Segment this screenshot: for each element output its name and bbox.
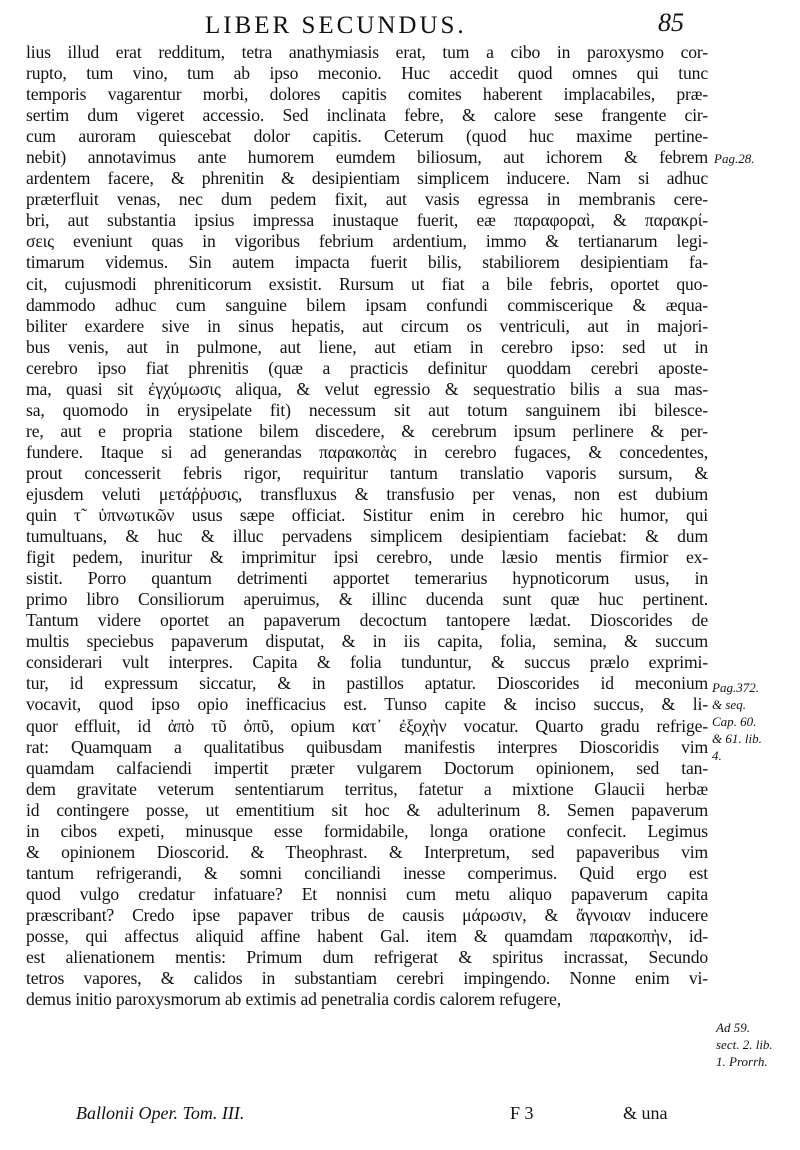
signature-mark: F 3 (510, 1103, 534, 1123)
text-line: id contingere posse, ut ementitium sit hoc & adulterinum 8. Semen papaverum (26, 799, 708, 820)
margin-note-line: Pag.372. (712, 680, 759, 695)
text-line: ejusdem veluti μετάῤῥυσις, transfluxus & transfusio per venas, non est dubium (26, 483, 708, 504)
text-line: & opinionem Dioscorid. & Theophrast. & Interpretum, sed papaveribus vim (26, 841, 708, 862)
text-line: dammodo adhuc cum sanguine bilem ipsam confundi commiscerique & æqua- (26, 294, 708, 315)
text-line: rat: Quamquam a qualitatibus quibusdam manifestis interpres Dioscoridis vim (26, 736, 708, 757)
margin-note-pag28: Pag.28. (714, 151, 755, 166)
text-line: est alienationem mentis: Primum dum refrigerat & spiritus incrassat, Secundo (26, 947, 708, 968)
text-line: multis speciebus papaverum disputat, & in iis capita, folia, semina, & succum (26, 631, 708, 652)
text-line: præscribant? Credo ipse papaver tribus de causis μάρωσιν, & ἄγνοιαν inducere (26, 904, 708, 925)
text-line: cit, cujusmodi phreniticorum exsistit. Rursum ut fiat a bile febris, oportet quo- (26, 273, 708, 294)
text-line: nebit) annotavimus ante humorem eumdem biliosum, aut ichorem & febrem (26, 147, 708, 168)
text-line: biliter exardere sive in sinus hepatis, aut circum os ventriculi, aut in majori- (26, 315, 708, 336)
text-line: re, aut e propria statione bilem discedere, & cerebrum ipsum perlinere & per- (26, 420, 708, 441)
text-line: dem gravitate veterum sententiarum territus, fatetur a mixtione Glaucii herbæ (26, 778, 708, 799)
text-line: vocavit, quod ipso opio inefficacius est. Tunso capite & inciso succus, & li- (26, 694, 708, 715)
margin-note-line: 4. (712, 748, 722, 763)
text-line: primo libro Consiliorum aperuimus, & illinc ducenda sunt quæ huc pertinent. (26, 589, 708, 610)
margin-note-pag372 (712, 679, 762, 764)
text-line: prout concesserit febris rigor, requiritur tantum translatio vaporis sursum, & (26, 462, 708, 483)
running-head: LIBER SECUNDUS. (205, 12, 467, 39)
text-line: lius illud erat redditum, tetra anathymiasis erat, tum a cibo in paroxysmo cor- (26, 42, 708, 62)
text-line: ma, quasi sit ἐγχύμωσις aliqua, & velut egressio & sequestratio bilis a sua mas- (26, 378, 708, 399)
text-line: tumultuans, & huc & illuc pervadens simplicem desipientiam faciebat: & dum (26, 526, 708, 547)
margin-note-line: Cap. 60. (712, 714, 757, 729)
text-line: demus initio paroxysmorum ab extimis ad penetralia cordis calorem refugere, (26, 989, 561, 1010)
body-text (26, 42, 708, 1010)
text-line: sistit. Porro quantum detrimenti apportet temerarius hypnoticorum usus, in (26, 568, 708, 589)
text-line: σεις eveniunt quas in vigoribus febrium ardentium, immo & tertianarum legi- (26, 231, 708, 252)
text-line: posse, qui affectus aliquid affine habent Gal. item & quamdam παρακοπὴν, id- (26, 925, 708, 946)
text-line: fundere. Itaque si ad generandas παρακοπὰς in cerebro fugaces, & concedentes, (26, 441, 708, 462)
text-line: quor effluit, id ἀπὸ τῦ ὀπῦ, opium κατ᾽ ἐξοχὴν vocatur. Quarto gradu refrige- (26, 715, 708, 736)
text-line: rupto, tum vino, tum ab ipso meconio. Huc accedit quod omnes qui tunc (26, 63, 708, 84)
text-line: tur, id expressum siccatur, & in pastillos aptatur. Dioscorides id meconium (26, 673, 708, 694)
text-line: tantum refrigerandi, & somni conciliandi inesse comperimus. Quid ergo est (26, 862, 708, 883)
margin-note-line: & seq. (712, 697, 746, 712)
text-line: quod vulgo credatur infatuare? Et nonnisi cum metu aliquo papaverum capita (26, 883, 708, 904)
catchword: & una (623, 1103, 668, 1123)
text-line: sa, quomodo in erysipelate fit) necessum sit aut totum sanguinem ibi bilesce- (26, 399, 708, 420)
margin-note-line: Ad 59. (716, 1020, 750, 1035)
text-line: temporis vagarentur morbi, dolores capitis comites haberent implacabiles, præ- (26, 84, 708, 105)
page-number: 85 (658, 8, 684, 37)
page-footer (0, 1103, 800, 1133)
margin-note-line: sect. 2. lib. (716, 1037, 773, 1052)
text-line: cerebro ipso fiat phrenitis (quæ a practicis definitur quoddam cerebri aposte- (26, 357, 708, 378)
text-line: ardentem facere, & phrenitin & desipientiam simplicem inducere. Nam si adhuc (26, 168, 708, 189)
text-line: bri, aut substantia ipsius impressa inustaque fuerit, eæ παραφοραὶ, & παρακρί- (26, 210, 708, 231)
text-line: Tantum videre oportet an papaverum decoctum tantopere lædat. Dioscorides de (26, 610, 708, 631)
text-line: cum auroram quiescebat dolor capitis. Ceterum (quod huc maxime pertine- (26, 126, 708, 147)
text-line: timarum videmus. Sin autem impacta fuerit bilis, stabiliorem desipientiam fa- (26, 252, 708, 273)
margin-note-line: & 61. lib. (712, 731, 762, 746)
text-line: in cibos expeti, minusque esse formidabile, longa oratione confecit. Legimus (26, 820, 708, 841)
text-line: figit pedem, inuritur & imprimitur ipsi cerebro, unde læsio mentis firmior ex- (26, 547, 708, 568)
text-line: quin τ̃ ὑπνωτικῶν usus sæpe officiat. Sistitur enim in cerebro hic humor, qui (26, 505, 708, 526)
text-line: tetros vapores, & calidos in substantiam cerebri impingendo. Nonne enim vi- (26, 968, 708, 989)
text-line: considerari vult interpres. Capita & folia tunduntur, & succus prælo exprimi- (26, 652, 708, 673)
margin-note-line: 1. Prorrh. (716, 1054, 768, 1069)
text-line: quamdam calfaciendi impertit præter vulgarem Doctorum opinionem, sed tan- (26, 757, 708, 778)
page-header (0, 8, 800, 44)
volume-signature: Ballonii Oper. Tom. III. (76, 1103, 245, 1123)
margin-note-ad59 (716, 1019, 773, 1070)
text-line: sertim dum vigeret accessio. Sed inclinata febre, & calore sese frangente cir- (26, 105, 708, 126)
text-line: præterfluit venas, nec dum pedem fixit, aut vasis egressa in membranis cere- (26, 189, 708, 210)
text-line: bus venis, aut in pulmone, aut liene, aut etiam in cerebro ipso: sed ut in (26, 336, 708, 357)
